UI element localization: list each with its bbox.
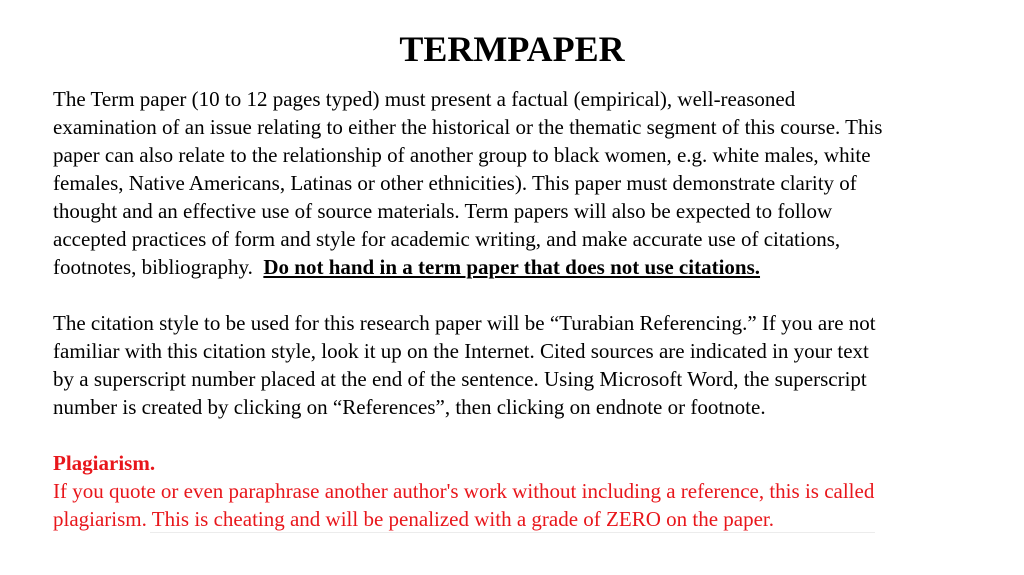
- text-line: The Term paper (10 to 12 pages typed) must present a factual (empirical), well-reasoned: [53, 87, 796, 111]
- text-line: The citation style to be used for this research paper will be “Turabian Referencing.” If you are not: [53, 311, 876, 335]
- text-line: paper can also relate to the relationship of another group to black women, e.g. white males, white: [53, 143, 871, 167]
- text-line: familiar with this citation style, look it up on the Internet. Cited sources are indicated in your text: [53, 339, 869, 363]
- text-line: plagiarism. This is cheating and will be penalized with a grade of ZERO on the paper.: [53, 507, 774, 531]
- text-line: thought and an effective use of source materials. Term papers will also be expected to follow: [53, 199, 833, 223]
- slide-body: [53, 85, 983, 533]
- paragraph-plagiarism: [53, 449, 983, 533]
- plagiarism-heading: Plagiarism.: [53, 451, 156, 475]
- text-line: If you quote or even paraphrase another author's work without including a reference, this is called: [53, 479, 875, 503]
- paragraph-spacer: [53, 281, 983, 309]
- text-line: by a superscript number placed at the end of the sentence. Using Microsoft Word, the superscript: [53, 367, 867, 391]
- paragraph-requirements: [53, 85, 983, 281]
- citation-warning: Do not hand in a term paper that does not use citations.: [263, 255, 761, 279]
- text-line: females, Native Americans, Latinas or other ethnicities). This paper must demonstrate clarity of: [53, 171, 857, 195]
- text-line: number is created by clicking on “References”, then clicking on endnote or footnote.: [53, 395, 766, 419]
- text-line: accepted practices of form and style for academic writing, and make accurate use of citations,: [53, 227, 841, 251]
- paragraph-spacer: [53, 421, 983, 449]
- page-title: TERMPAPER: [399, 29, 625, 69]
- text-line-last: [53, 253, 983, 281]
- text-line: examination of an issue relating to either the historical or the thematic segment of this course. This: [53, 115, 883, 139]
- paragraph-citation-style: [53, 309, 983, 421]
- divider: [150, 532, 875, 533]
- text-line-prefix: footnotes, bibliography.: [53, 255, 264, 279]
